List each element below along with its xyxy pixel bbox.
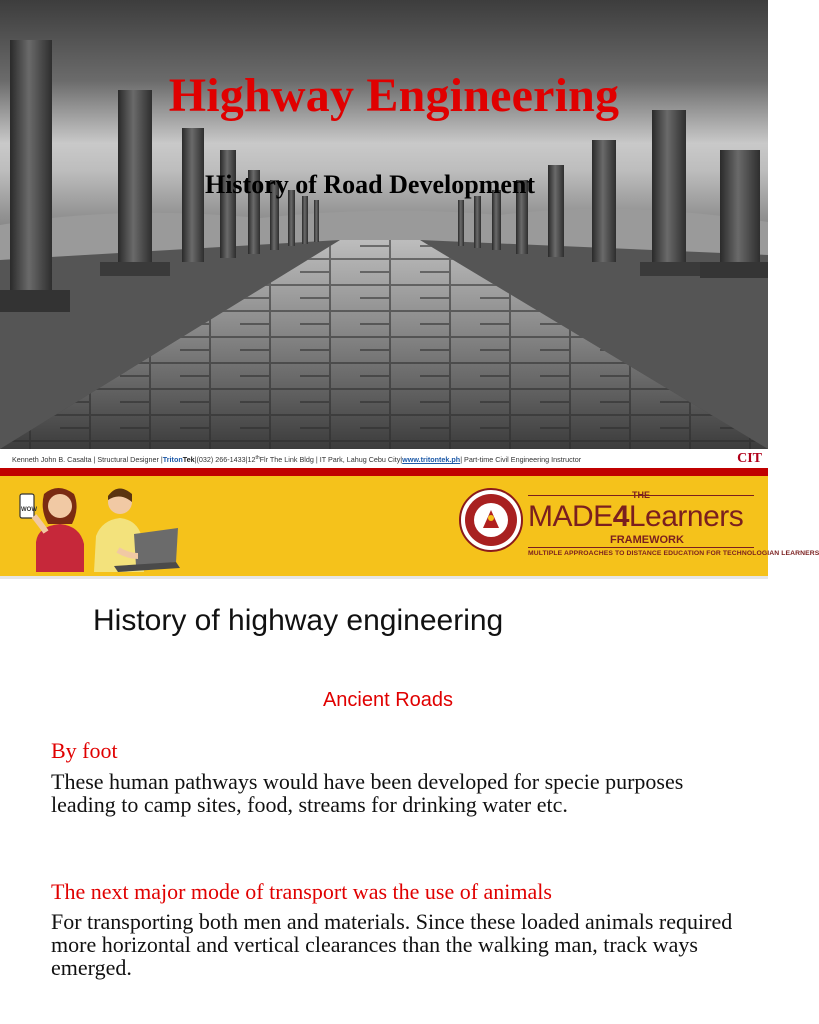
section-title: The next major mode of transport was the use of animals bbox=[51, 879, 552, 904]
brand-title-b: 4 bbox=[612, 500, 629, 533]
credit-contact: |(032) 266-1433|12 bbox=[194, 455, 256, 465]
credit-name: Kenneth John B. Casalta | Structural Designer | bbox=[12, 455, 163, 465]
title-slide bbox=[0, 0, 768, 449]
credit-line bbox=[0, 449, 768, 468]
brand-tek: Tek bbox=[182, 455, 195, 465]
brand-title-a: MADE bbox=[528, 500, 613, 533]
credit-role: | Part-time Civil Engineering Instructor bbox=[460, 455, 582, 465]
cit-logo: CIT bbox=[737, 451, 762, 466]
banner-top-rule bbox=[0, 468, 768, 476]
website-link[interactable]: www.tritontek.ph bbox=[402, 455, 461, 465]
brand-rule-bottom bbox=[528, 547, 754, 548]
section-text: These human pathways would have been developed for specie purposes leading to camp sites, food, streams for drinking water etc. bbox=[51, 769, 684, 817]
phone-label: WOW bbox=[21, 507, 37, 513]
brand-title-c: Learners bbox=[628, 500, 744, 533]
slide-subtitle: History of Road Development bbox=[204, 170, 535, 199]
content-subheading: Ancient Roads bbox=[322, 689, 454, 711]
slide-title: Highway Engineering bbox=[168, 69, 620, 122]
credit-address: Flr The Link Bldg | IT Park, Lahug Cebu City| bbox=[259, 455, 403, 465]
brand-framework: FRAMEWORK bbox=[610, 534, 684, 546]
brand-title bbox=[528, 500, 743, 534]
section-text: For transporting both men and materials. Since these loaded animals required more horizontal and vertical clearances than the walking man, track ways emerged. bbox=[51, 909, 733, 980]
content-heading: History of highway engineering bbox=[93, 604, 504, 637]
made4learners-banner bbox=[0, 476, 819, 576]
credit-sup: th bbox=[255, 455, 260, 461]
banner-bottom-rule bbox=[0, 576, 768, 579]
brand-tagline: MULTIPLE APPROACHES TO DISTANCE EDUCATION FOR TECHNOLOGIAN LEARNERS bbox=[528, 550, 819, 557]
brand-the: THE bbox=[632, 490, 650, 500]
section-title: By foot bbox=[51, 738, 118, 763]
learners-illustration bbox=[14, 480, 184, 572]
brand-triton: Triton bbox=[162, 455, 183, 465]
university-seal-icon bbox=[459, 488, 523, 552]
